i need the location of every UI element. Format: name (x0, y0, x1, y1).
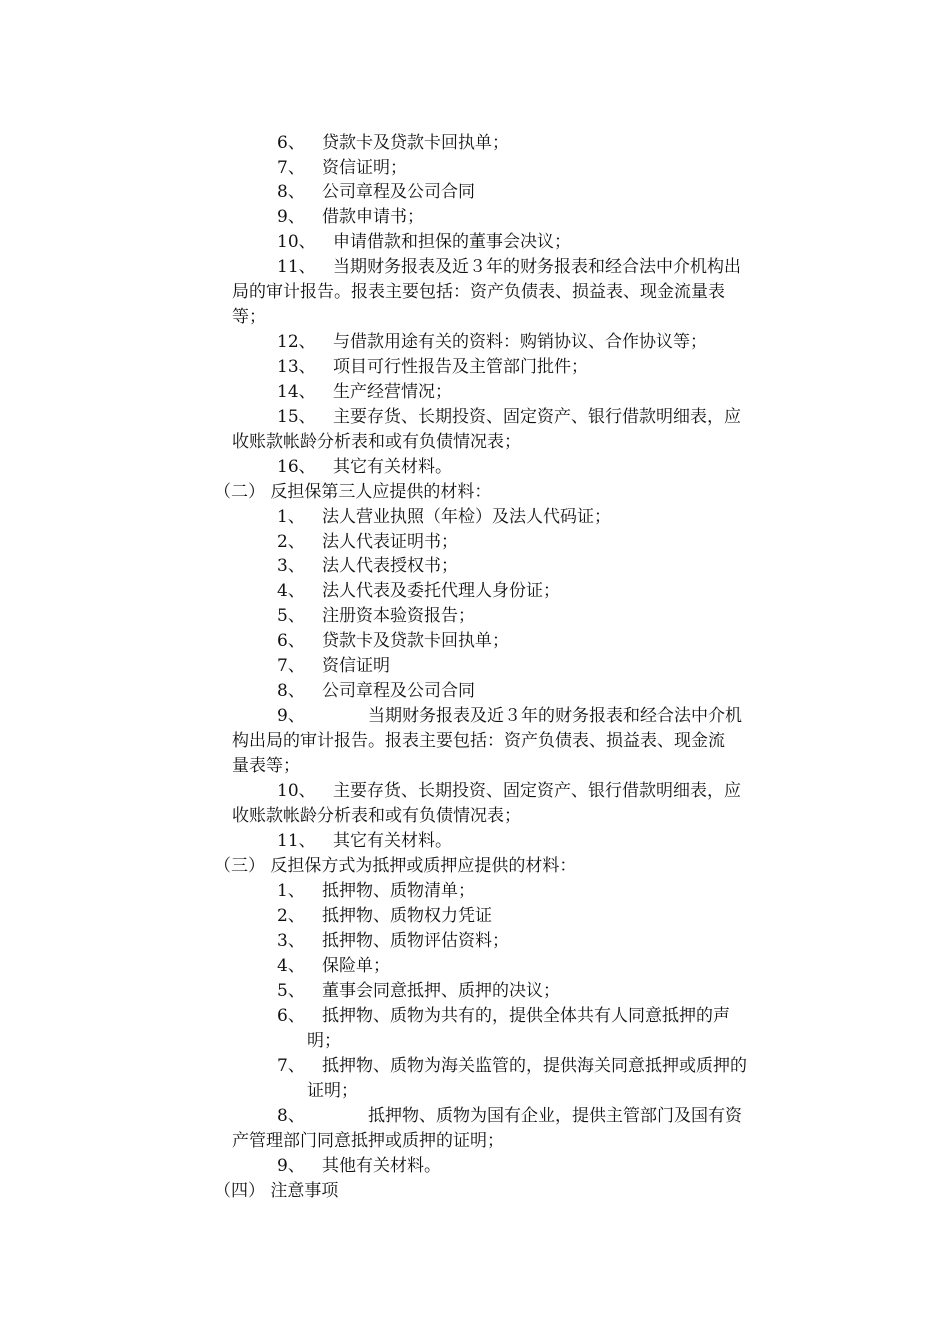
list-number: 8、 (277, 1106, 305, 1126)
list-number: 2、 (277, 532, 305, 552)
list-number: 4、 (277, 581, 305, 601)
list-number: 2、 (277, 906, 305, 926)
list-number: 5、 (277, 606, 305, 626)
list-item: 其它有关材料。 (333, 831, 452, 851)
list-item: 主要存货、长期投资、固定资产、银行借款明细表，应 (333, 781, 741, 801)
list-item-continuation: 明； (307, 1031, 341, 1051)
list-number: 6、 (277, 133, 305, 153)
list-number: 12、 (277, 332, 316, 352)
list-item: 申请借款和担保的董事会决议； (333, 232, 571, 252)
list-number: 7、 (277, 158, 305, 178)
list-number: 8、 (277, 681, 305, 701)
list-number: 11、 (277, 257, 316, 277)
list-number: 10、 (277, 781, 316, 801)
list-number: 4、 (277, 956, 305, 976)
list-number: 5、 (277, 981, 305, 1001)
list-item: 注册资本验资报告； (322, 606, 475, 626)
list-number: 1、 (277, 507, 305, 527)
list-item-continuation: 收账款帐龄分析表和或有负债情况表； (232, 432, 521, 452)
list-number: 9、 (277, 706, 305, 726)
list-item: 其他有关材料。 (322, 1156, 441, 1176)
list-item: 公司章程及公司合同 (322, 681, 475, 701)
list-number: 8、 (277, 182, 305, 202)
list-item: 与借款用途有关的资料：购销协议、合作协议等； (333, 332, 707, 352)
list-item: 资信证明； (322, 158, 407, 178)
list-number: 1、 (277, 881, 305, 901)
list-item: 抵押物、质物评估资料； (322, 931, 509, 951)
list-item: 生产经营情况； (333, 382, 452, 402)
list-number: 9、 (277, 1156, 305, 1176)
list-item: 贷款卡及贷款卡回执单； (322, 133, 509, 153)
section-heading: （三） 反担保方式为抵押或质押应提供的材料： (214, 856, 577, 876)
section-heading: （二） 反担保第三人应提供的材料： (214, 482, 492, 502)
list-item: 保险单； (322, 956, 390, 976)
list-item-continuation: 等； (232, 307, 266, 327)
list-item: 项目可行性报告及主管部门批件； (333, 357, 588, 377)
list-item: 其它有关材料。 (333, 457, 452, 477)
list-item: 抵押物、质物清单； (322, 881, 475, 901)
list-number: 11、 (277, 831, 316, 851)
list-number: 6、 (277, 631, 305, 651)
list-item: 抵押物、质物为海关监管的，提供海关同意抵押或质押的 (322, 1056, 747, 1076)
list-item: 公司章程及公司合同 (322, 182, 475, 202)
list-item-continuation: 量表等； (232, 756, 300, 776)
list-item: 抵押物、质物为国有企业，提供主管部门及国有资 (368, 1106, 742, 1126)
list-number: 7、 (277, 656, 305, 676)
list-number: 10、 (277, 232, 316, 252)
list-item: 法人营业执照（年检）及法人代码证； (322, 507, 611, 527)
list-item: 董事会同意抵押、质押的决议； (322, 981, 560, 1001)
list-item: 抵押物、质物权力凭证 (322, 906, 492, 926)
list-number: 13、 (277, 357, 316, 377)
list-number: 3、 (277, 931, 305, 951)
list-item: 当期财务报表及近３年的财务报表和经合法中介机构出 (333, 257, 741, 277)
list-number: 6、 (277, 1006, 305, 1026)
list-number: 9、 (277, 207, 305, 227)
list-item: 法人代表及委托代理人身份证； (322, 581, 560, 601)
list-item: 法人代表证明书； (322, 532, 458, 552)
list-item: 当期财务报表及近３年的财务报表和经合法中介机 (368, 706, 742, 726)
list-item-continuation: 证明； (307, 1081, 358, 1101)
list-item-continuation: 产管理部门同意抵押或质押的证明； (232, 1131, 504, 1151)
list-item: 借款申请书； (322, 207, 424, 227)
list-item-continuation: 收账款帐龄分析表和或有负债情况表； (232, 806, 521, 826)
list-item: 法人代表授权书； (322, 556, 458, 576)
list-item: 资信证明 (322, 656, 390, 676)
section-heading: （四） 注意事项 (214, 1181, 339, 1201)
list-number: 14、 (277, 382, 316, 402)
list-item: 主要存货、长期投资、固定资产、银行借款明细表，应 (333, 407, 741, 427)
list-number: 15、 (277, 407, 316, 427)
list-number: 16、 (277, 457, 316, 477)
list-item: 抵押物、质物为共有的，提供全体共有人同意抵押的声 (322, 1006, 730, 1026)
list-item-continuation: 构出局的审计报告。报表主要包括：资产负债表、损益表、现金流 (232, 731, 725, 751)
list-number: 3、 (277, 556, 305, 576)
list-number: 7、 (277, 1056, 305, 1076)
list-item: 贷款卡及贷款卡回执单； (322, 631, 509, 651)
list-item-continuation: 局的审计报告。报表主要包括：资产负债表、损益表、现金流量表 (232, 282, 725, 302)
